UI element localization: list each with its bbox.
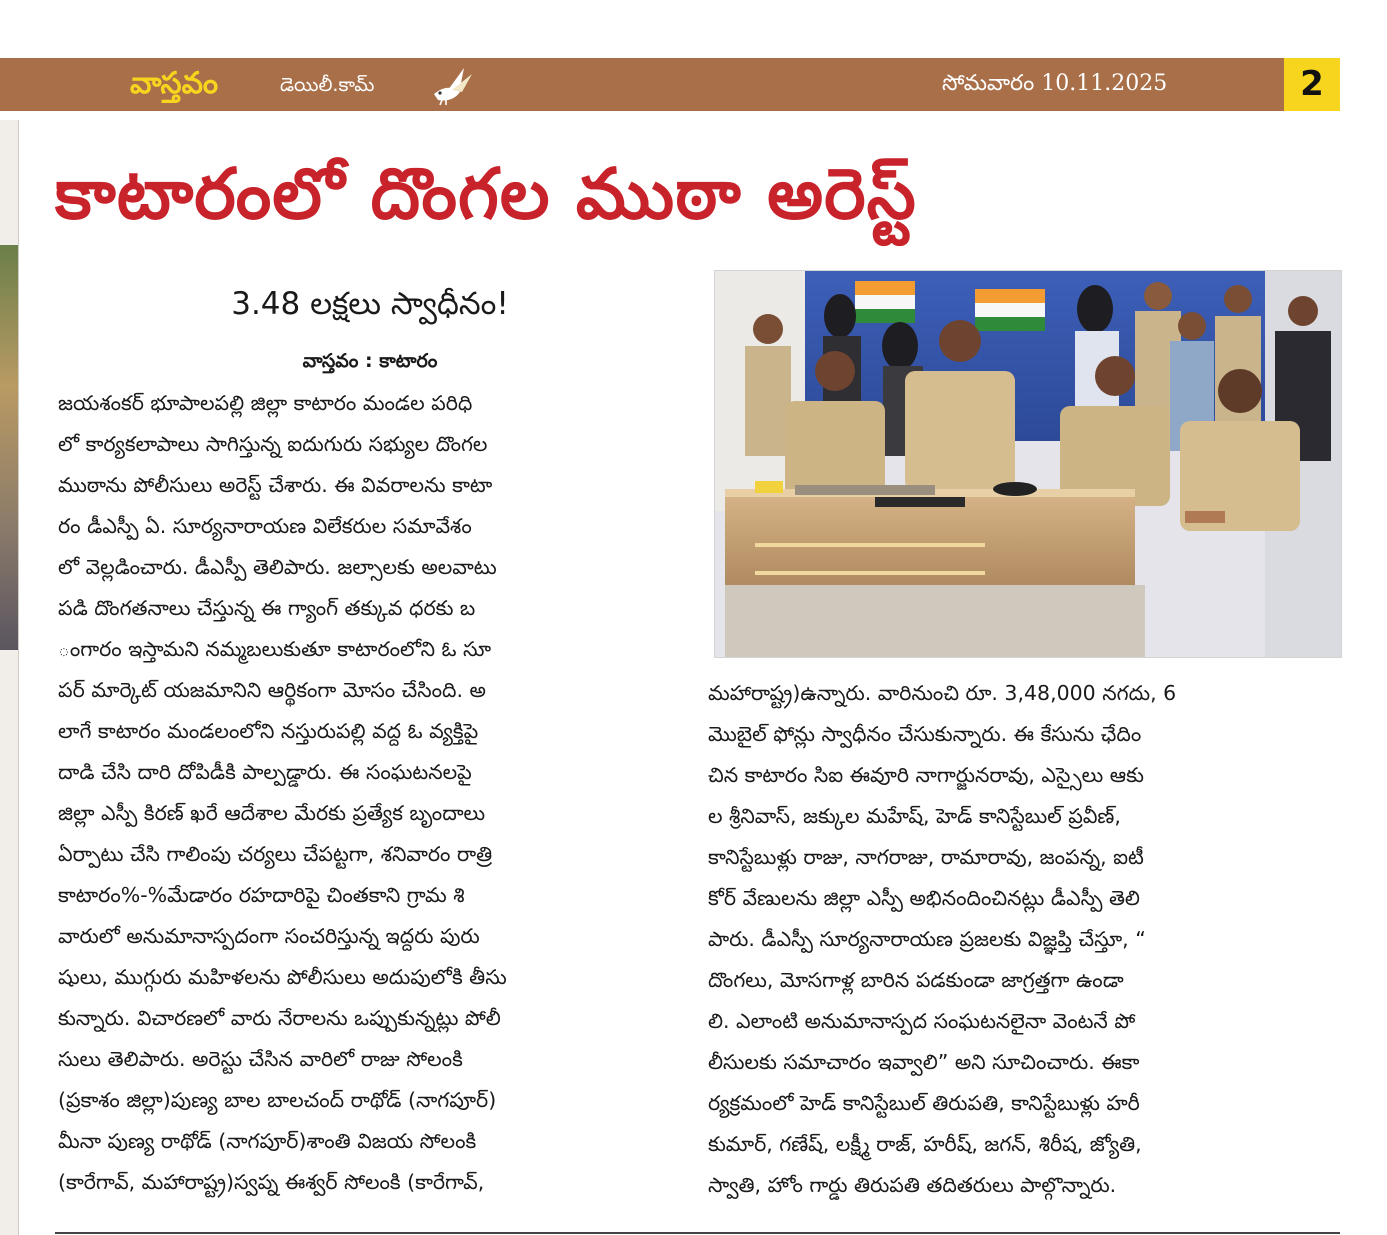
page-bottom-rule — [55, 1232, 1340, 1234]
article-body-line: పారు. డీఎస్పీ సూర్యనారాయణ ప్రజలకు విజ్ఞప్తి చేస్తూ, “ — [708, 927, 1146, 951]
bird-logo-icon — [430, 64, 474, 106]
article-body-line: ఏర్పాటు చేసి గాలింపు చర్యలు చేపట్టగా, శనివారం రాత్రి — [58, 842, 493, 866]
article-body-right-column — [708, 673, 1342, 1206]
subheadline: 3.48 లక్షలు స్వాధీనం! — [231, 286, 509, 322]
article-body-left-column — [58, 383, 690, 1203]
article-body-line: రం డీఎస్పీ ఏ. సూర్యనారాయణ విలేకరుల సమావేశం — [58, 514, 472, 538]
press-meet-photo — [714, 270, 1342, 658]
brand-name: వాస్తవం — [130, 66, 219, 101]
article-body-line: సులు తెలిపారు. అరెస్టు చేసిన వారిలో రాజు సోలంకి — [58, 1047, 463, 1071]
headline: కాటారంలో దొంగల ముఠా అరెస్ట్ — [55, 153, 917, 235]
article-body-line: దొంగలు, మోసగాళ్ల బారిన పడకుండా జాగ్రత్తగా ఉండా — [708, 968, 1124, 992]
article-body-line: కాటారం%-%మేడారం రహదారిపై చింతకాని గ్రామ శి — [58, 883, 465, 907]
article-body-line: పడి దొంగతనాలు చేస్తున్న ఈ గ్యాంగ్ తక్కువ ధరకు బ — [58, 596, 476, 620]
brand-site: డెయిలీ.కామ్ — [280, 74, 375, 96]
dateline: వాస్తవం : కాటారం — [302, 350, 438, 372]
article-body-line: లో వెల్లడించారు. డీఎస్పీ తెలిపారు. జల్సాలకు అలవాటు — [58, 555, 497, 579]
article-body-line: చిన కాటారం సిఐ ఈవూరి నాగార్జునరావు, ఎస్సైలు ఆకు — [708, 763, 1144, 787]
article-body-line: షులు, ముగ్గురు మహిళలను పోలీసులు అదుపులోకి తీసు — [58, 965, 507, 989]
page-number: 2 — [1284, 58, 1340, 111]
article-body-line: మీనా పుణ్య రాథోడ్ (నాగపూర్)శాంతి విజయ సోలంకి — [58, 1129, 477, 1153]
adjacent-page-photo — [0, 245, 18, 650]
article-body-line: ంగారం ఇస్తామని నమ్మబలుకుతూ కాటారంలోని ఓ సూ — [58, 637, 492, 661]
article-body-line: దాడి చేసి దారి దోపిడీకి పాల్పడ్డారు. ఈ సంఘటనలపై — [58, 760, 472, 784]
article-body-line: ర్యక్రమంలో హెడ్ కానిస్టేబుల్ తిరుపతి, కానిస్టేబుళ్లు హరీ — [708, 1091, 1140, 1115]
issue-date: సోమవారం 10.11.2025 — [942, 71, 1168, 96]
article-body-line: మొబైల్ ఫోన్లు స్వాధీనం చేసుకున్నారు. ఈ కేసును ఛేదిం — [708, 722, 1142, 746]
article-body-line: ల శ్రీనివాస్, జక్కుల మహేష్, హెడ్ కానిస్టేబుల్ ప్రవీణ్, — [708, 804, 1121, 828]
article-body-line: ముఠాను పోలీసులు అరెస్ట్ చేశారు. ఈ వివరాలను కాటా — [58, 473, 493, 497]
article-body-line: వారులో అనుమానాస్పదంగా సంచరిస్తున్న ఇద్దరు పురు — [58, 924, 480, 948]
article-body-line: కుమార్, గణేష్, లక్ష్మీ రాజ్, హరీష్, జగన్, శిరీష, జ్యోతి, — [708, 1132, 1142, 1156]
article-body-line: (కారేగావ్, మహారాష్ట్ర)స్వప్న ఈశ్వర్ సోలంకి (కారేగావ్, — [58, 1170, 485, 1194]
article-body-line: స్వాతి, హోం గార్డు తిరుపతి తదితరులు పాల్గొన్నారు. — [708, 1173, 1117, 1197]
masthead — [0, 58, 1340, 111]
article-body-line: లో కార్యకలాపాలు సాగిస్తున్న ఐదుగురు సభ్యుల దొంగల — [58, 432, 488, 456]
article-body-line: జిల్లా ఎస్పీ కిరణ్ ఖరే ఆదేశాల మేరకు ప్రత్యేక బృందాలు — [58, 801, 486, 825]
article-body-line: జయశంకర్ భూపాలపల్లి జిల్లా కాటారం మండల పరిధి — [58, 391, 473, 415]
article-body-line: కానిస్టేబుళ్లు రాజు, నాగరాజు, రామారావు, జంపన్న, ఐటీ — [708, 845, 1144, 869]
article-body-line: కున్నారు. విచారణలో వారు నేరాలను ఒప్పుకున్నట్లు పోలీ — [58, 1006, 501, 1030]
article-body-line: మహారాష్ట్ర)ఉన్నారు. వారినుంచి రూ. 3,48,000 నగదు, 6 — [708, 681, 1177, 705]
article-body-line: కోర్ వేణులను జిల్లా ఎస్పీ అభినందించినట్లు డీఎస్పీ తెలి — [708, 886, 1140, 910]
article-body-line: (ప్రకాశం జిల్లా)పుణ్య బాల బాలచంద్ రాథోడ్ (నాగపూర్) — [58, 1088, 497, 1112]
article-body-line: లీసులకు సమాచారం ఇవ్వాలి” అని సూచించారు. ఈకా — [708, 1050, 1140, 1074]
article-body-line: పర్ మార్కెట్ యజమానిని ఆర్థికంగా మోసం చేసింది. అ — [58, 678, 486, 702]
article-body-line: లాగే కాటారం మండలంలోని నస్తురుపల్లి వద్ద ఓ వ్యక్తిపై — [58, 719, 479, 743]
article-body-line: లి. ఎలాంటి అనుమానాస్పద సంఘటనలైనా వెంటనే పో — [708, 1009, 1136, 1033]
